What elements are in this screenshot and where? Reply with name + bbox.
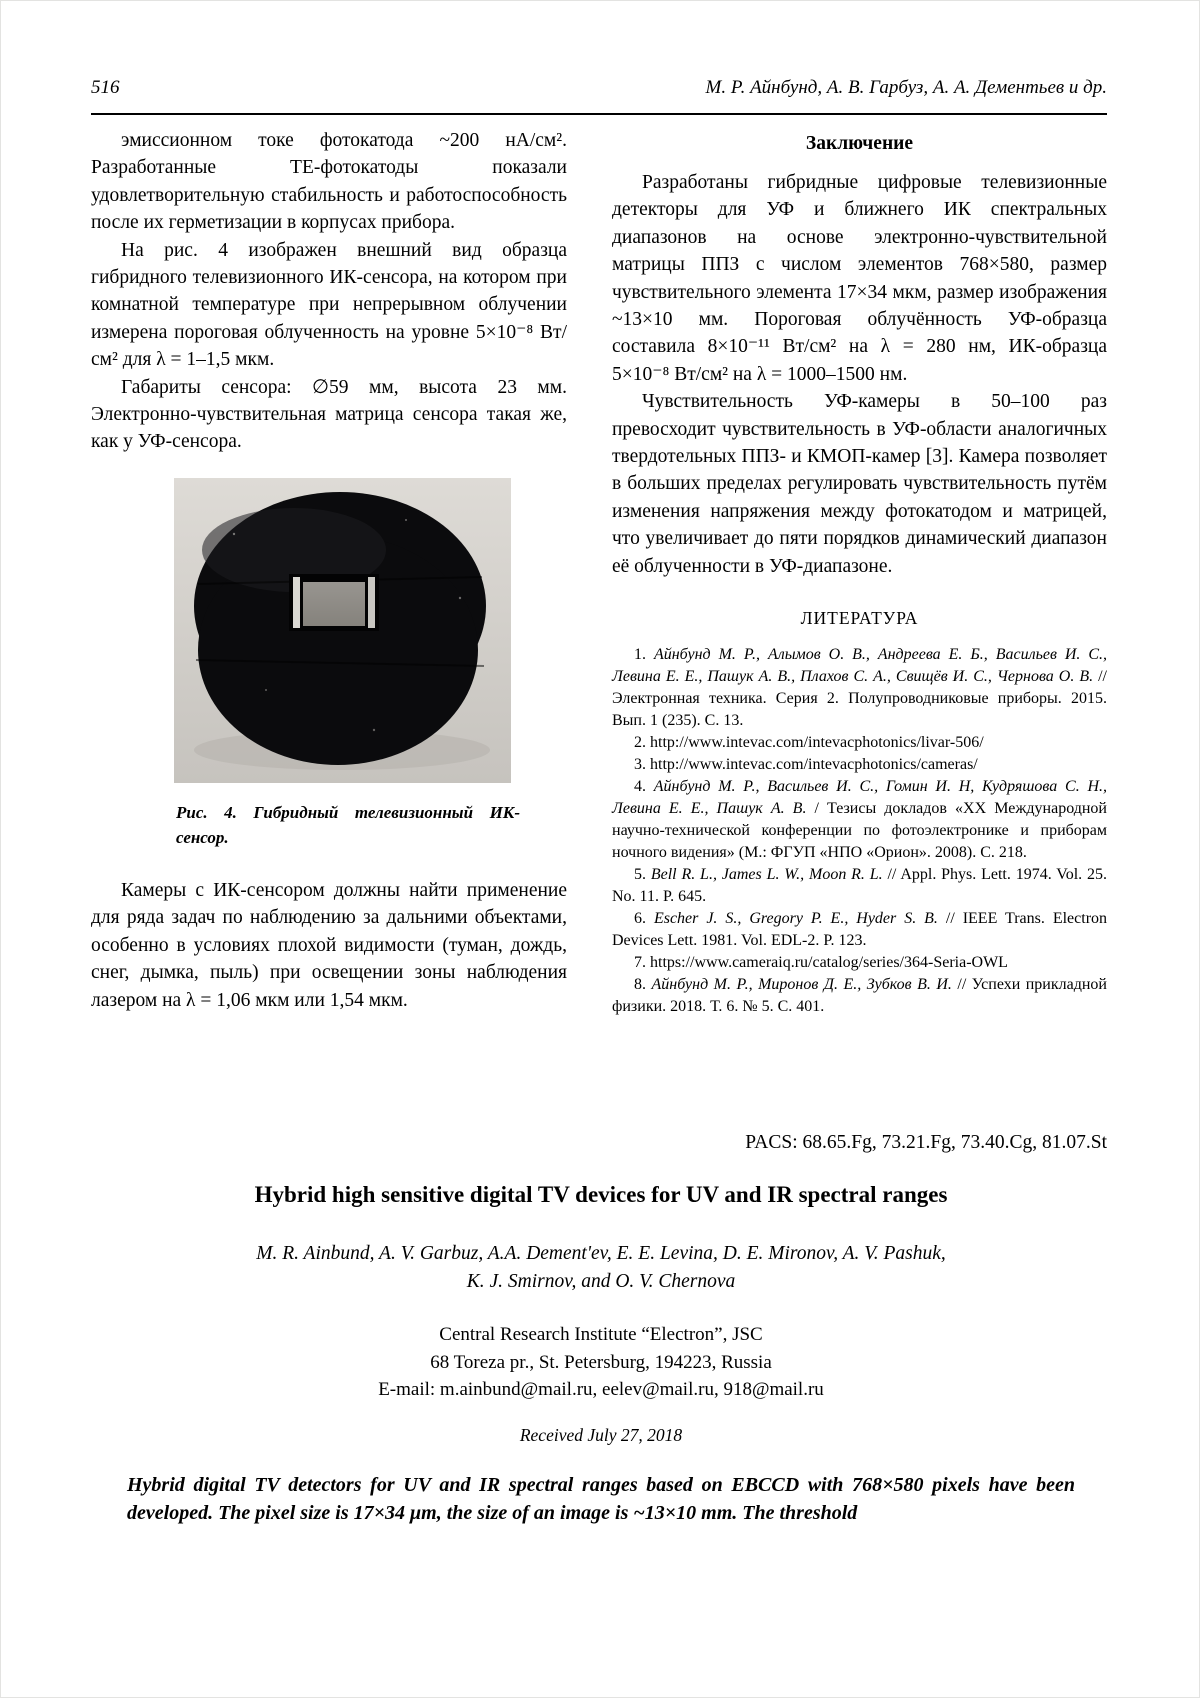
reference-item bbox=[612, 644, 1107, 732]
reference-list bbox=[612, 644, 1107, 1018]
body-paragraph: На рис. 4 изображен внешний вид образца гибридного телевизионного ИК-сенсора, на котором при комнатной температуре при непрерывном облучении измерена пороговая облученность на уровне 5×10⁻⁸ Вт/см² для λ = 1–1,5 мкм. bbox=[91, 239, 567, 371]
received-date: Received July 27, 2018 bbox=[519, 1425, 683, 1445]
ref-segment: Айнбунд М. Р., Миронов Д. Е., Зубков В. И. bbox=[651, 976, 952, 994]
ref-segment: Escher J. S., Gregory P. E., Hyder S. B. bbox=[653, 910, 938, 928]
left-paragraphs-top bbox=[91, 127, 567, 456]
ref-segment: 5. bbox=[634, 866, 651, 884]
ref-segment: 8. bbox=[634, 976, 652, 994]
pacs-line: PACS: 68.65.Fg, 73.21.Fg, 73.40.Cg, 81.07.St bbox=[745, 1132, 1107, 1153]
english-abstract: Hybrid digital TV detectors for UV and IR spectral ranges based on EBCCD with 768×580 pixels have been developed. The pixel size is 17×34 μm, the size of an image is ~13×10 mm. The threshold bbox=[127, 1474, 1075, 1524]
ref-segment: // IEEE Trans. Electron Devices Lett. 1981. Vol. EDL-2. P. 123. bbox=[612, 910, 1108, 950]
ref-segment: / Тезисы докладов «XX Международной научно-технической конференции по фотоэлектронике и приборам ночного видения» (М.: ФГУП «НПО «Орион». 2008). С. 218. bbox=[612, 800, 1107, 862]
ref-segment: 6. bbox=[634, 910, 654, 928]
running-header bbox=[91, 77, 1107, 99]
right-column bbox=[612, 127, 1107, 1018]
ref-segment: // Электронная техника. Серия 2. Полупроводниковые приборы. 2015. Вып. 1 (235). С. 13. bbox=[612, 668, 1107, 730]
reference-item bbox=[612, 952, 1107, 974]
body-paragraph: эмиссионном токе фотокатода ~200 нА/см². Разработанные ТЕ-фотокатоды показали удовлетворительную стабильность и работоспособность после их герметизации в корпусах прибора. bbox=[91, 130, 567, 234]
figure-caption: Рис. 4. Гибридный телевизионный ИК-сенсор. bbox=[176, 802, 520, 848]
affiliation-block bbox=[1, 1321, 1200, 1404]
affiliation-email: E-mail: m.ainbund@mail.ru, eelev@mail.ru, 918@mail.ru bbox=[378, 1379, 824, 1400]
ir-sensor-photo bbox=[174, 478, 511, 783]
literature-heading: ЛИТЕРАТУРА bbox=[800, 608, 919, 629]
ref-segment: // Успехи прикладной физики. 2018. Т. 6. № 5. С. 401. bbox=[612, 976, 1107, 1016]
ref-segment: Bell R. L., James L. W., Moon R. L. bbox=[650, 866, 883, 884]
article-body bbox=[91, 127, 1107, 1018]
authors-line-1: M. R. Ainbund, A. V. Garbuz, A.A. Dement'ev, E. E. Levina, D. E. Mironov, A. V. Pashuk, bbox=[256, 1243, 946, 1264]
english-authors bbox=[1, 1240, 1200, 1296]
ref-segment: 4. bbox=[634, 778, 654, 796]
running-authors: М. Р. Айнбунд, А. В. Гарбуз, А. А. Дементьев и др. bbox=[705, 77, 1107, 98]
ref-segment: 7. https://www.cameraiq.ru/catalog/series/364-Seria-OWL bbox=[634, 954, 1008, 972]
reference-item bbox=[612, 974, 1107, 1018]
body-paragraph: Камеры с ИК-сенсором должны найти применение для ряда задач по наблюдению за дальними объектами, особенно в условиях плохой видимости (туман, дождь, снег, дымка, пыль) при освещении зоны наблюдения лазером на λ = 1,06 мкм или 1,54 мкм. bbox=[91, 879, 567, 1011]
reference-item bbox=[612, 864, 1107, 908]
reference-item bbox=[612, 754, 1107, 776]
ref-segment: Айнбунд М. Р., Алымов О. В., Андреева Е. Б., Васильев И. С., Левина Е. Е., Пашук А. В., Плахов С. А., Свищёв И. С., Чернова О. В. bbox=[612, 646, 1108, 686]
ref-segment: 2. http://www.intevac.com/intevacphotonics/livar-506/ bbox=[634, 734, 984, 752]
authors-line-2: K. J. Smirnov, and O. V. Chernova bbox=[466, 1271, 736, 1292]
page-number: 516 bbox=[91, 77, 120, 98]
english-title: Hybrid high sensitive digital TV devices for UV and IR spectral ranges bbox=[254, 1182, 948, 1207]
reference-item bbox=[612, 776, 1107, 864]
header-rule bbox=[91, 113, 1107, 115]
ref-segment: Айнбунд М. Р., Васильев И. С., Гомин И. Н, Кудряшова С. Н., Левина Е. Е., Пашук А. В. bbox=[612, 778, 1108, 818]
reference-item bbox=[612, 732, 1107, 754]
body-paragraph: Разработаны гибридные цифровые телевизионные детекторы для УФ и ближнего ИК спектральных диапазонов на основе электронно-чувствительной матрицы ППЗ с числом элементов 768×580, размер чувствительного элемента 17×34 мкм, размер изображения ~13×10 мм. Пороговая облучённость УФ-образца составила 8×10⁻¹¹ Вт/см² на λ = 280 нм, ИК-образца 5×10⁻⁸ Вт/см² на λ = 1000–1500 нм. bbox=[612, 172, 1107, 385]
body-paragraph: Чувствительность УФ-камеры в 50–100 раз превосходит чувствительность в УФ-области аналогичных твердотельных ППЗ- и КМОП-камер [3]. Камера позволяет в больших пределах регулировать чувствительность путём изменения напряжения между фотокатодом и матрицей, что увеличивает до пяти порядков динамический диапазон её облученности в УФ-диапазоне. bbox=[612, 391, 1107, 577]
ref-segment: 3. http://www.intevac.com/intevacphotonics/cameras/ bbox=[634, 756, 978, 774]
left-column bbox=[91, 127, 567, 1018]
ref-segment: // Appl. Phys. Lett. 1974. Vol. 25. No. 11. P. 645. bbox=[612, 866, 1108, 906]
left-paragraphs-bottom bbox=[91, 877, 567, 1014]
sensor-window bbox=[289, 574, 379, 631]
ref-segment: 1. bbox=[634, 646, 654, 664]
reference-item bbox=[612, 908, 1107, 952]
figure-4 bbox=[174, 478, 519, 851]
conclusion-paragraphs bbox=[612, 169, 1107, 580]
conclusion-heading: Заключение bbox=[805, 133, 914, 154]
body-paragraph: Габариты сенсора: ∅59 мм, высота 23 мм. Электронно-чувствительная матрица сенсора такая же, как у УФ-сенсора. bbox=[91, 376, 567, 453]
affiliation-address: 68 Toreza pr., St. Petersburg, 194223, Russia bbox=[430, 1351, 772, 1373]
affiliation-institute: Central Research Institute “Electron”, JSC bbox=[439, 1324, 763, 1345]
